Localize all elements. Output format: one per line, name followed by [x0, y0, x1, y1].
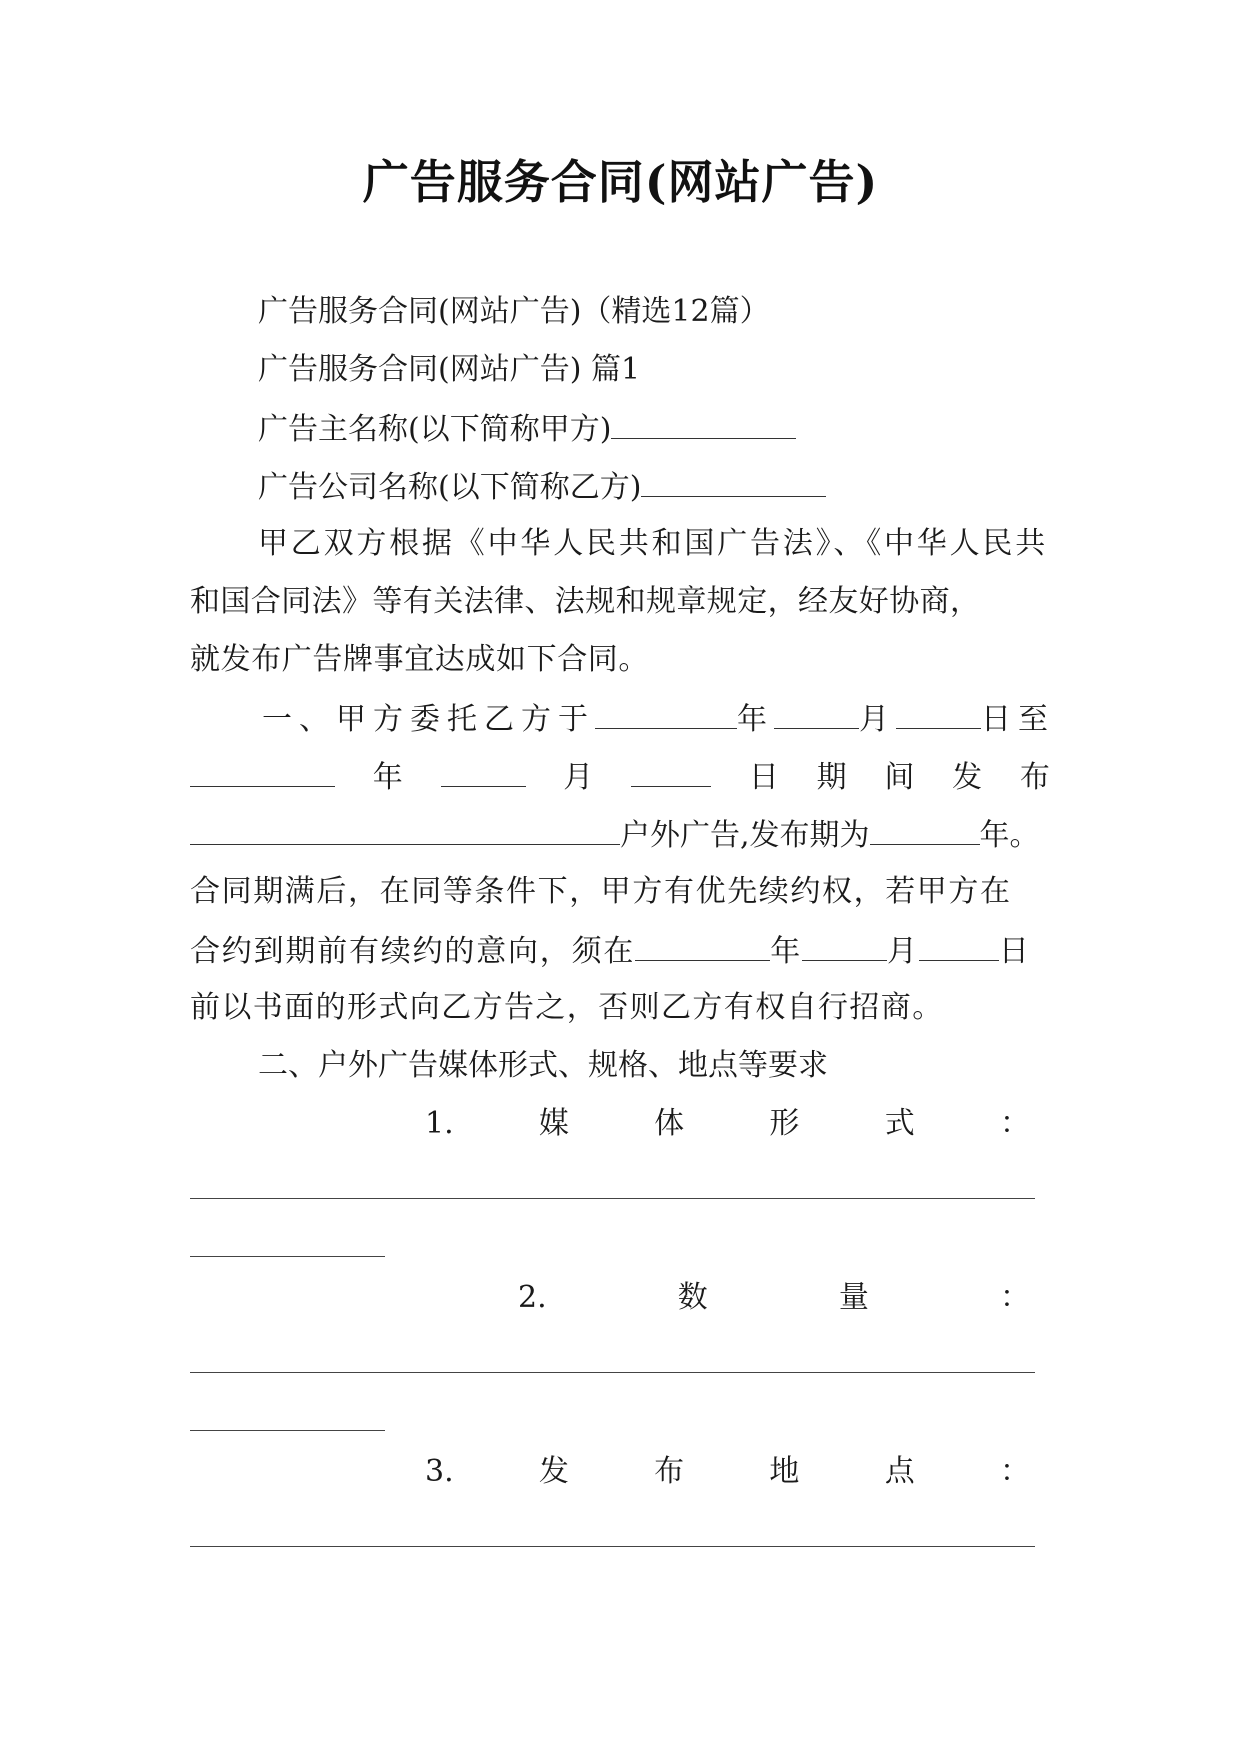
party-a-label: 广告主名称(以下简称甲方)	[258, 412, 612, 447]
item-2-blank-line-2	[190, 1430, 385, 1431]
item-2-number: 2.	[518, 1280, 547, 1315]
item-3-char-4: 点	[884, 1454, 915, 1489]
chapter-heading: 广告服务合同(网站广告) 篇1	[258, 352, 641, 387]
word-year: 年	[737, 702, 774, 737]
item-2-blank-line-1	[190, 1372, 1035, 1373]
blank-month-end	[441, 756, 526, 787]
item-3-colon: ：	[999, 1454, 1030, 1489]
word-fa: 发	[952, 760, 983, 795]
clause1-line-1	[262, 698, 1055, 740]
item-1-blank-line-1	[190, 1198, 1035, 1199]
document-subtitle: 广告服务合同(网站广告)（精选12篇）	[258, 294, 770, 329]
blank-renew-month	[802, 930, 887, 961]
intro-line-1: 甲乙双方根据《中华人民共和国广告法》、《中华人民共	[258, 526, 1048, 561]
party-b-blank	[641, 466, 826, 497]
item-3-blank-line-1	[190, 1546, 1035, 1547]
item-3-char-1: 发	[538, 1454, 569, 1489]
word-renew-month: 月	[887, 934, 919, 969]
word-month-end: 月	[563, 760, 594, 795]
word-renew-year: 年	[770, 934, 803, 969]
item-1-char-2: 体	[654, 1106, 685, 1141]
blank-renew-day	[919, 930, 999, 961]
clause1-l1-text: 一、甲方委托乙方于	[262, 702, 595, 737]
word-year-end: 年	[372, 760, 403, 795]
item-1-blank-line-2	[190, 1256, 385, 1257]
item-2-char-2: 量	[838, 1280, 869, 1315]
item-1-char-3: 形	[769, 1106, 800, 1141]
item-3-char-3: 地	[769, 1454, 800, 1489]
intro-line-2: 和国合同法》等有关法律、法规和规章规定，经友好协商，	[190, 584, 981, 619]
word-jian: 间	[884, 760, 915, 795]
item-3-label	[425, 1452, 1030, 1492]
blank-ad-content	[190, 814, 620, 845]
clause1-line-5	[190, 930, 1031, 972]
item-1-colon: ：	[999, 1106, 1030, 1141]
party-b-line	[258, 466, 826, 508]
item-2-char-1: 数	[677, 1280, 708, 1315]
clause2-heading: 二、户外广告媒体形式、规格、地点等要求	[258, 1048, 828, 1083]
blank-year-end	[190, 756, 335, 787]
item-1-char-4: 式	[884, 1106, 915, 1141]
item-3-char-2: 布	[654, 1454, 685, 1489]
blank-renew-year	[635, 930, 770, 961]
word-month: 月	[859, 702, 896, 737]
item-3-number: 3.	[425, 1454, 454, 1489]
word-qi: 期	[816, 760, 847, 795]
party-b-label: 广告公司名称(以下简称乙方)	[258, 470, 642, 505]
word-ri: 日	[748, 760, 779, 795]
word-day-to: 日至	[981, 702, 1055, 737]
document-title: 广告服务合同(网站广告)	[362, 155, 879, 209]
word-year-period: 年。	[979, 818, 1040, 853]
blank-day-start	[896, 698, 981, 729]
blank-day-end	[631, 756, 711, 787]
blank-period	[870, 814, 980, 845]
party-a-blank	[611, 408, 796, 439]
clause1-line-4: 合同期满后，在同等条件下，甲方有优先续约权，若甲方在	[190, 874, 1012, 909]
item-1-number: 1.	[425, 1106, 454, 1141]
clause1-l5-text: 合约到期前有续约的意向，须在	[190, 934, 636, 969]
intro-line-3: 就发布广告牌事宜达成如下合同。	[190, 642, 649, 677]
blank-year-start	[595, 698, 737, 729]
clause1-l3-text: 户外广告,发布期为	[620, 818, 870, 853]
item-2-colon: ：	[1000, 1280, 1030, 1315]
item-2-label	[518, 1278, 1030, 1318]
word-renew-day: 日	[998, 934, 1031, 969]
item-1-label	[425, 1104, 1030, 1144]
blank-month-start	[774, 698, 859, 729]
item-1-char-1: 媒	[538, 1106, 569, 1141]
party-a-line	[258, 408, 796, 450]
clause1-line-2	[190, 756, 1050, 798]
clause1-line-6: 前以书面的形式向乙方告之，否则乙方有权自行招商。	[190, 990, 944, 1025]
clause1-line-3	[190, 814, 1040, 856]
word-bu: 布	[1019, 760, 1050, 795]
